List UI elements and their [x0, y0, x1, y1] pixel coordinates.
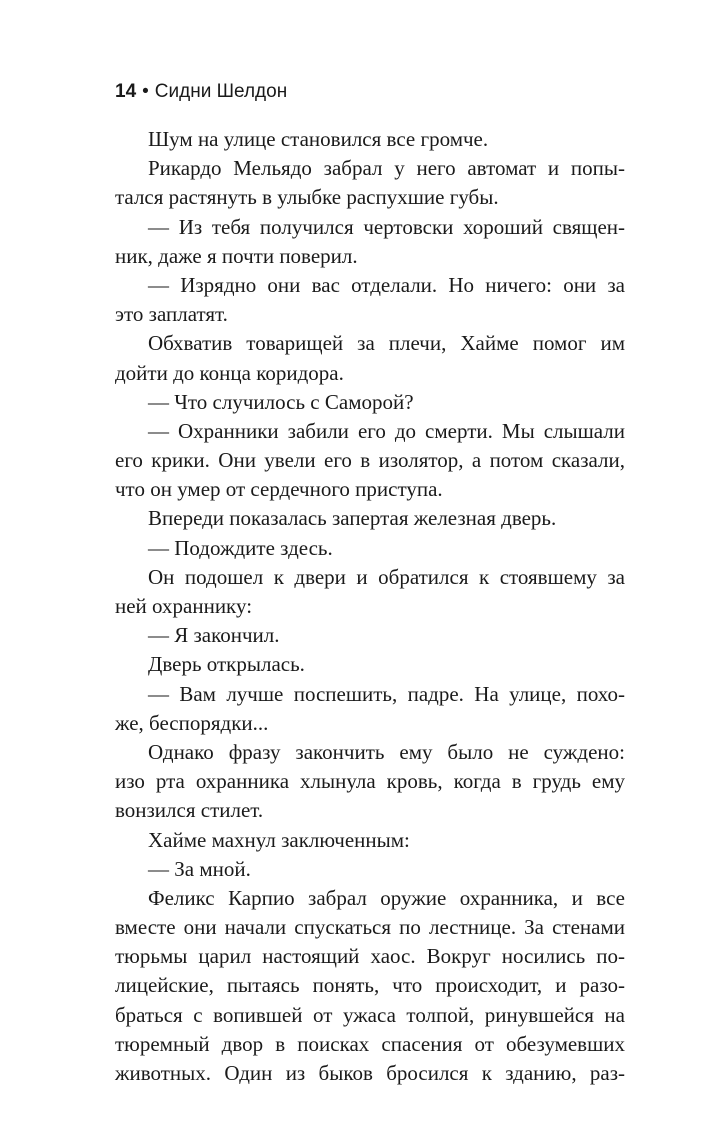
text-line: ней охраннику:: [115, 594, 253, 618]
header-separator: •: [142, 81, 149, 102]
text-line: — Охранники забили его до смерти. Мы слышали: [148, 418, 625, 443]
text-line: Хайме махнул заключенным:: [148, 827, 410, 852]
text-line: ник, даже я почти поверил.: [115, 243, 358, 268]
page-number: 14: [115, 81, 137, 102]
text-line: Впереди показалась запертая железная дверь.: [148, 506, 557, 531]
text-line: тюремный двор в поисках спасения от обезумевших: [115, 1031, 625, 1056]
text-line: — Подождите здесь.: [148, 535, 333, 560]
text-line: — Изрядно они вас отделали. Но ничего: они за: [148, 272, 625, 297]
text-line: Шум на улице становился все громче.: [148, 127, 489, 151]
text-line: вместе они начали спускаться по лестнице. За стенами: [115, 915, 625, 940]
text-line: это заплатят.: [115, 302, 228, 327]
text-line: — Вам лучше поспешить, падре. На улице, похо-: [148, 681, 625, 706]
text-line: — Я закончил.: [148, 623, 280, 648]
text-line: дойти до конца коридора.: [115, 360, 344, 385]
body-text: [115, 125, 625, 1088]
text-line: что он умер от сердечного приступа.: [115, 477, 443, 502]
text-line: — Что случилось с Саморой?: [148, 389, 414, 414]
running-head: [115, 80, 287, 104]
text-line: Однако фразу закончить ему было не суждено:: [148, 739, 625, 764]
text-line: его крики. Они увели его в изолятор, а потом сказали,: [115, 448, 625, 473]
text-line: тюрьмы царил настоящий хаос. Вокруг носились по-: [115, 944, 625, 969]
text-line: лицейские, пытаясь понять, что происходит, и разо-: [115, 973, 625, 998]
text-line: Дверь открылась.: [148, 652, 305, 677]
text-line: изо рта охранника хлынула кровь, когда в грудь ему: [115, 769, 625, 794]
author-name: Сидни Шелдон: [154, 81, 288, 102]
text-line: же, беспорядки...: [115, 710, 269, 735]
text-line: — За мной.: [148, 856, 251, 881]
text-line: Феликс Карпио забрал оружие охранника, и все: [148, 885, 625, 910]
text-line: Рикардо Мельядо забрал у него автомат и попы-: [148, 156, 625, 181]
text-line: — Из тебя получился чертовски хороший священ-: [148, 214, 625, 239]
text-line: вонзился стилет.: [115, 798, 264, 823]
text-line: браться с вопившей от ужаса толпой, ринувшейся на: [115, 1002, 625, 1027]
text-line: Он подошел к двери и обратился к стоявшему за: [148, 564, 625, 589]
text-line: Обхватив товарищей за плечи, Хайме помог им: [148, 331, 625, 356]
text-line: тался растянуть в улыбке распухшие губы.: [115, 185, 499, 210]
text-line: животных. Один из быков бросился к зданию, раз-: [115, 1061, 625, 1085]
